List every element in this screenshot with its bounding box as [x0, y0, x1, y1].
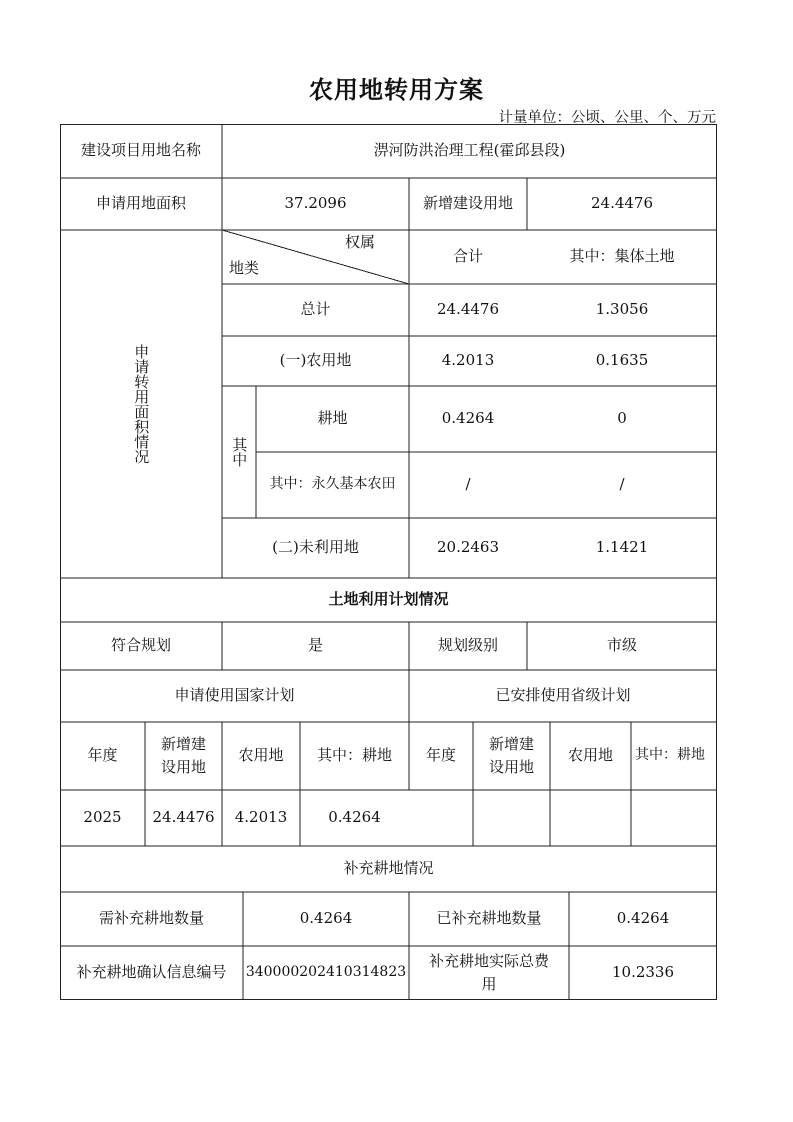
plan-col-year-provincial: 年度	[425, 746, 456, 765]
plan-col-cultivated-national: 其中：耕地	[316, 746, 392, 765]
new-construction-label: 新增建设用地	[422, 194, 513, 213]
plan-col-farm-national: 农用地	[238, 746, 284, 765]
plan-row-cultivated: 0.4264	[328, 808, 381, 827]
need-supplement-value: 0.4264	[299, 909, 353, 928]
plan-row-cultivated-provincial	[631, 790, 717, 846]
done-supplement-value: 0.4264	[616, 909, 670, 928]
row-total-label: 总计	[300, 300, 331, 319]
row-cultivated-sum: 0.4264	[441, 409, 495, 428]
plan-row-new: 24.4476	[152, 808, 215, 827]
conversion-side-label: 申请转用面积情况	[132, 344, 151, 464]
apply-area-label: 申请用地面积	[95, 194, 186, 213]
actual-cost-value: 10.2336	[611, 963, 675, 982]
provincial-plan-label: 已安排使用省级计划	[495, 686, 631, 705]
row-basic-farmland-label: 其中：永久基本农田	[269, 476, 396, 493]
row-farm-label: (一)农用地	[279, 351, 352, 370]
row-farm-collective: 0.1635	[595, 351, 649, 370]
row-basic-farmland-collective: /	[619, 475, 625, 494]
project-name-value: 淠河防洪治理工程(霍邱县段)	[373, 141, 566, 160]
row-unused-label: (二)未利用地	[272, 538, 359, 557]
plan-level-label: 规划级别	[437, 636, 498, 655]
confirm-number-value: 340000202410314823	[245, 964, 407, 981]
national-plan-label: 申请使用国家计划	[174, 686, 295, 705]
plan-col-new-national: 新增建设用地	[160, 734, 206, 776]
conform-plan-value: 是	[307, 636, 323, 655]
plan-row-new-provincial	[473, 790, 550, 846]
diag-header-ownership: 权属	[344, 233, 375, 252]
row-cultivated-collective: 0	[617, 409, 627, 428]
plan-col-year-national: 年度	[87, 746, 118, 765]
plan-row-farm-provincial	[550, 790, 631, 846]
row-cultivated-label: 耕地	[317, 409, 348, 428]
col-collective-header: 其中：集体土地	[569, 247, 675, 266]
actual-cost-label: 补充耕地实际总费用	[428, 951, 549, 993]
land-conversion-table	[60, 124, 717, 1000]
row-unused-collective: 1.1421	[595, 538, 649, 557]
diag-header-landtype: 地类	[228, 259, 259, 278]
plan-heading: 土地利用计划情况	[328, 590, 449, 609]
row-unused-sum: 20.2463	[436, 538, 500, 557]
col-total-header: 合计	[452, 247, 483, 266]
page-title: 农用地转用方案	[309, 76, 484, 104]
confirm-number-label: 补充耕地确认信息编号	[76, 963, 227, 982]
need-supplement-label: 需补充耕地数量	[98, 909, 204, 928]
unit-note: 计量单位：公顷、公里、个、万元	[498, 110, 716, 126]
supplement-heading: 补充耕地情况	[343, 859, 434, 878]
done-supplement-label: 已补充耕地数量	[436, 909, 542, 928]
row-total-collective: 1.3056	[595, 300, 649, 319]
row-basic-farmland-sum: /	[465, 475, 471, 494]
row-farm-sum: 4.2013	[441, 351, 495, 370]
among-label: 其中	[230, 437, 249, 467]
plan-row-year: 2025	[83, 808, 122, 827]
plan-level-value: 市级	[606, 636, 637, 655]
new-construction-value: 24.4476	[590, 194, 654, 213]
conform-plan-label: 符合规划	[110, 636, 171, 655]
plan-col-cultivated-provincial: 其中：耕地	[635, 747, 705, 764]
plan-col-new-provincial: 新增建设用地	[488, 734, 534, 776]
plan-col-farm-provincial: 农用地	[567, 746, 613, 765]
project-name-label: 建设项目用地名称	[80, 141, 201, 160]
plan-row-farm: 4.2013	[234, 808, 288, 827]
row-total-sum: 24.4476	[436, 300, 500, 319]
apply-area-value: 37.2096	[284, 194, 347, 213]
plan-row-year-provincial	[409, 790, 473, 846]
